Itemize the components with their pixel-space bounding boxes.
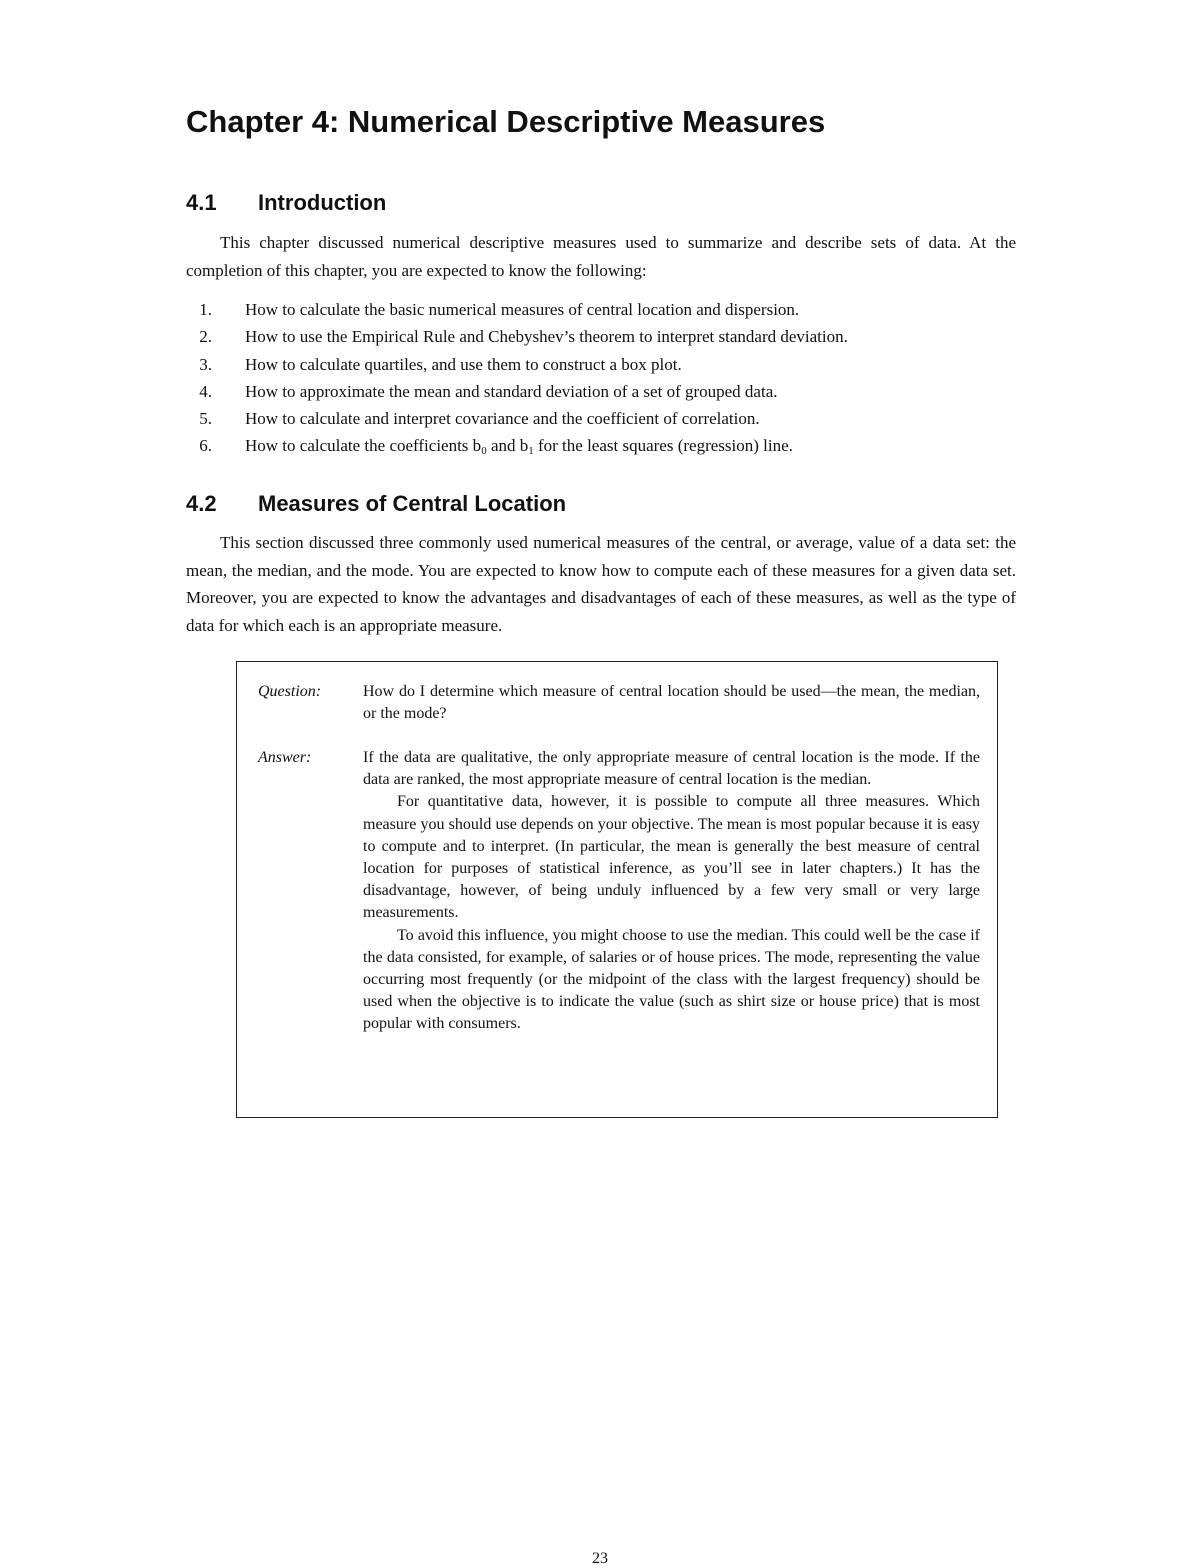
central-location-paragraph: This section discussed three commonly used numerical measures of the central, or average, value of a data set: the mean, the median, and the mode. You are expected to know how to compute each of these measures for a given data set. Moreover, you are expected to know the advantages and disadvantages of each of these measures, as well as the type of data for which each is an appropriate measure. <box>186 533 1016 635</box>
subscript-zero: 0 <box>481 445 487 458</box>
list-item: 5. How to calculate and interpret covariance and the coefficient of correlation. <box>199 409 760 429</box>
question-answer-box <box>236 661 998 1118</box>
answer-paragraph: If the data are qualitative, the only appropriate measure of central location is the mode. If the data are ranked, the most appropriate measure of central location is the median. <box>363 749 980 789</box>
intro-paragraph: This chapter discussed numerical descriptive measures used to summarize and describe sets of data. At the completion of this chapter, you are expected to know the following: <box>186 233 1016 280</box>
section-number: 4.1 <box>186 190 217 215</box>
list-item: 1. How to calculate the basic numerical measures of central location and dispersion. <box>199 300 800 319</box>
answer-paragraph: For quantitative data, however, it is possible to compute all three measures. Which measure you should use depends on your objective. The mean is most popular because it is easy to compute and to interpret. (In particular, the mean is generally the best measure of central location for purposes of statistical inference, as you’ll see in later chapters.) It has the disadvantage, however, of being unduly influenced by a few very small or very large measurements. <box>363 793 980 922</box>
question-text: How do I determine which measure of central location should be used—the mean, the median, or the mode? <box>363 683 980 723</box>
page-number: 23 <box>592 1550 608 1567</box>
answer-paragraph: To avoid this influence, you might choose to use the median. This could well be the case if the data consisted, for example, of salaries or of house prices. The mode, representing the value occurring most frequently (or the midpoint of the class with the largest frequency) should be used when the objective is to indicate the value (such as shirt size or house price) that is most popular with consumers. <box>363 926 980 1033</box>
answer-text <box>363 747 980 1036</box>
section-heading-central-location <box>186 491 566 517</box>
list-item: 6. How to calculate the coefficients $b_0$ and $b_1$ for the least squares (regression) line. <box>199 436 793 458</box>
list-item: 2. How to use the Empirical Rule and Chebyshev’s theorem to interpret standard deviation. <box>199 327 848 347</box>
objectives-list <box>186 296 848 460</box>
subscript-one: 1 <box>528 445 534 458</box>
list-item: 3. How to calculate quartiles, and use them to construct a box plot. <box>199 354 682 374</box>
section-title: Measures of Central Location <box>258 491 567 516</box>
section-number: 4.2 <box>186 491 217 516</box>
section-title: Introduction <box>258 190 387 215</box>
chapter-title: Chapter 4: Numerical Descriptive Measures <box>186 104 826 139</box>
answer-label: Answer: <box>258 749 312 766</box>
list-item: 4. How to approximate the mean and standard deviation of a set of grouped data. <box>199 381 778 401</box>
section-heading-introduction <box>186 190 386 216</box>
question-label: Question: <box>258 683 322 700</box>
